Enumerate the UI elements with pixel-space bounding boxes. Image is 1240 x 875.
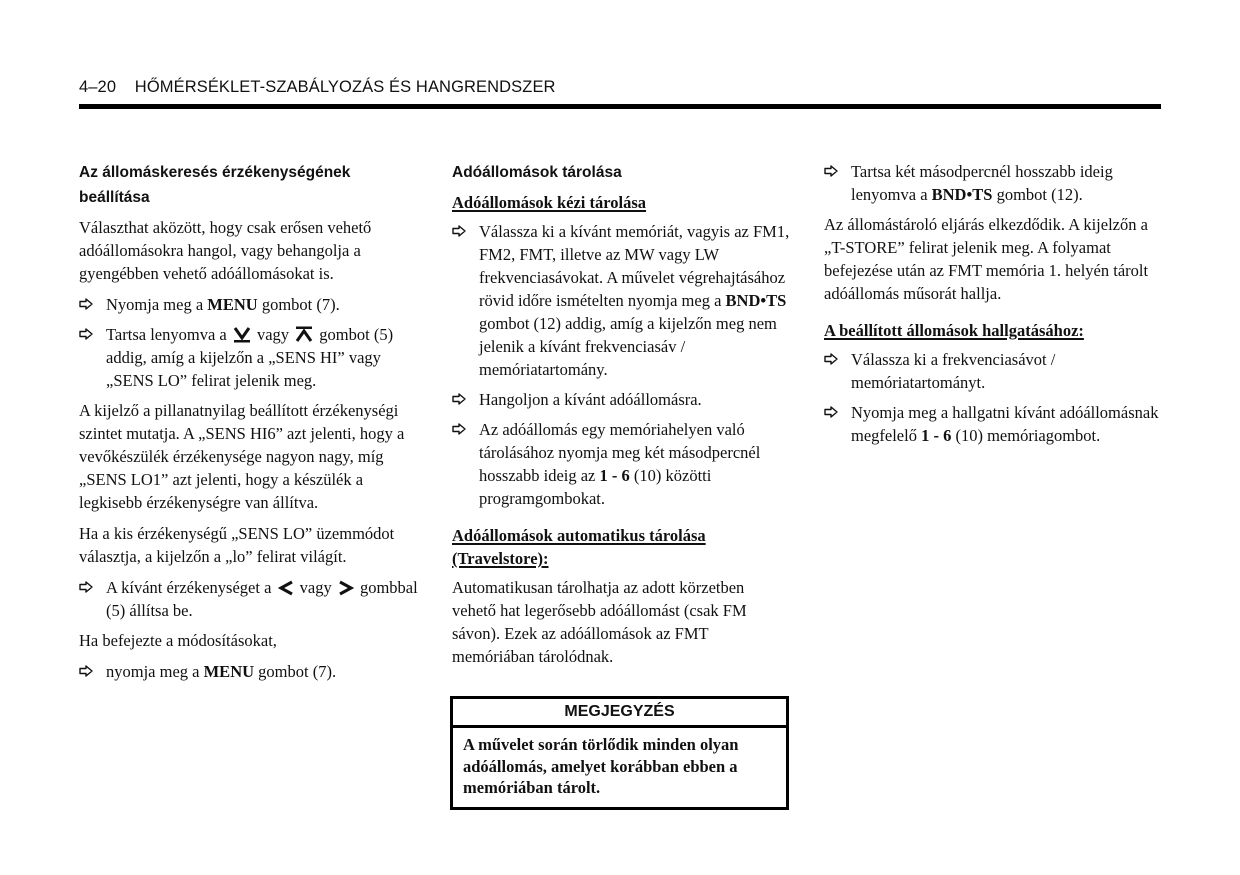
subheading-manual-storing: Adóállomások kézi tárolása [452, 193, 647, 212]
preset-buttons-label: 1 - 6 [599, 466, 630, 485]
column-2 [452, 160, 792, 676]
note-box [450, 696, 789, 810]
column-1 [79, 160, 419, 690]
step-store-preset: Az adóállomás egy memóriahelyen való tárolásához nyomja meg két másodpercnél hosszabb ideig az 1 - 6 (10) közötti programgombokat. [452, 418, 792, 510]
arrow-bullet-icon [452, 423, 466, 435]
menu-button-label: MENU [207, 295, 258, 314]
seek-down-icon [233, 326, 251, 343]
arrow-bullet-icon [79, 665, 93, 677]
arrow-bullet-icon [824, 353, 838, 365]
chevron-right-icon [338, 580, 354, 596]
note-title: MEGJEGYZÉS [453, 699, 786, 728]
preset-buttons-label: 1 - 6 [921, 426, 952, 445]
section-heading-storing: Adóállomások tárolása [452, 164, 622, 181]
step-hold-bnd-ts: Tartsa két másodpercnél hosszabb ideig lenyomva a BND•TS gombot (12). [824, 160, 1164, 206]
chapter-title: HŐMÉRSÉKLET-SZABÁLYOZÁS ÉS HANGRENDSZER [134, 78, 556, 96]
arrow-bullet-icon [79, 328, 93, 340]
column-3 [824, 160, 1164, 454]
t-store-paragraph: Az állomástároló eljárás elkezdődik. A kijelzőn a „T-STORE” felirat jelenik meg. A folyamat befejezése után az FMT memória 1. helyén tárolt adóállomás műsorát hallja. [824, 215, 1149, 303]
arrow-bullet-icon [79, 298, 93, 310]
arrow-bullet-icon [824, 165, 838, 177]
chevron-left-icon [278, 580, 294, 596]
finish-paragraph: Ha befejezte a módosításokat, [79, 631, 277, 650]
step-tune-station: Hangoljon a kívánt adóállomásra. [452, 388, 792, 411]
arrow-bullet-icon [452, 393, 466, 405]
subheading-travelstore: Adóállomások automatikus tárolása (Travelstore): [452, 526, 706, 568]
arrow-bullet-icon [452, 225, 466, 237]
step-press-menu: Nyomja meg a MENU gombot (7). [79, 293, 419, 316]
step-select-band: Válassza ki a frekvenciasávot / memóriatartományt. [824, 348, 1164, 394]
seek-up-icon [295, 326, 313, 343]
travelstore-paragraph: Automatikusan tárolhatja az adott körzetben vehető hat legerősebb adóállomást (csak FM sávon). Ezek az adóállomások az FMT memóriában tárolódnak. [452, 578, 747, 666]
arrow-bullet-icon [79, 581, 93, 593]
step-select-memory: Válassza ki a kívánt memóriát, vagyis az FM1, FM2, FMT, illetve az MW vagy LW frekvenciasávokat. A művelet végrehajtásához rövid időre ismételten nyomja meg a BND•TS gombot (12) addig, amíg a kijelzőn meg nem jelenik a kívánt frekvenciasáv / memóriatartomány. [452, 220, 792, 381]
step-adjust-left-right: A kívánt érzékenységet a vagy gombbal (5) állítsa be. [79, 576, 419, 622]
section-heading-sensitivity: Az állomáskeresés érzékenységének beállítása [79, 164, 351, 206]
step-press-menu-finish: nyomja meg a MENU gombot (7). [79, 660, 419, 683]
step-press-preset: Nyomja meg a hallgatni kívánt adóállomásnak megfelelő 1 - 6 (10) memóriagombot. [824, 401, 1164, 447]
menu-button-label: MENU [203, 662, 255, 681]
running-header [79, 78, 556, 97]
note-text: A művelet során törlődik minden olyan adóállomás, amelyet korábban ebben a memóriában tárolt. [463, 735, 739, 797]
bnd-ts-button-label: BND•TS [931, 185, 993, 204]
subheading-listen-stored: A beállított állomások hallgatásához: [824, 321, 1084, 340]
arrow-bullet-icon [824, 406, 838, 418]
sens-lo-note: Ha a kis érzékenységű „SENS LO” üzemmódot választja, a kijelzőn a „lo” felirat világít. [79, 524, 395, 566]
step-hold-up-down: Tartsa lenyomva a vagy gombot (5) addig, amíg a kijelzőn a „SENS HI” vagy „SENS LO” felirat jelenik meg. [79, 323, 419, 392]
header-rule [79, 104, 1161, 109]
sensitivity-explanation: A kijelző a pillanatnyilag beállított érzékenységi szintet mutatja. A „SENS HI6” azt jelenti, hogy a vevőkészülék érzékenysége nagyon nagy, míg „SENS LO1” azt jelenti, hogy a készülék a legkisebb érzékenységre van állítva. [79, 401, 405, 512]
bnd-ts-button-label: BND•TS [725, 291, 787, 310]
intro-paragraph: Választhat aközött, hogy csak erősen vehető adóállomásokra hangol, vagy behangolja a gyengébben vehető adóállomásokat is. [79, 218, 372, 283]
page-number: 4–20 [79, 78, 117, 96]
